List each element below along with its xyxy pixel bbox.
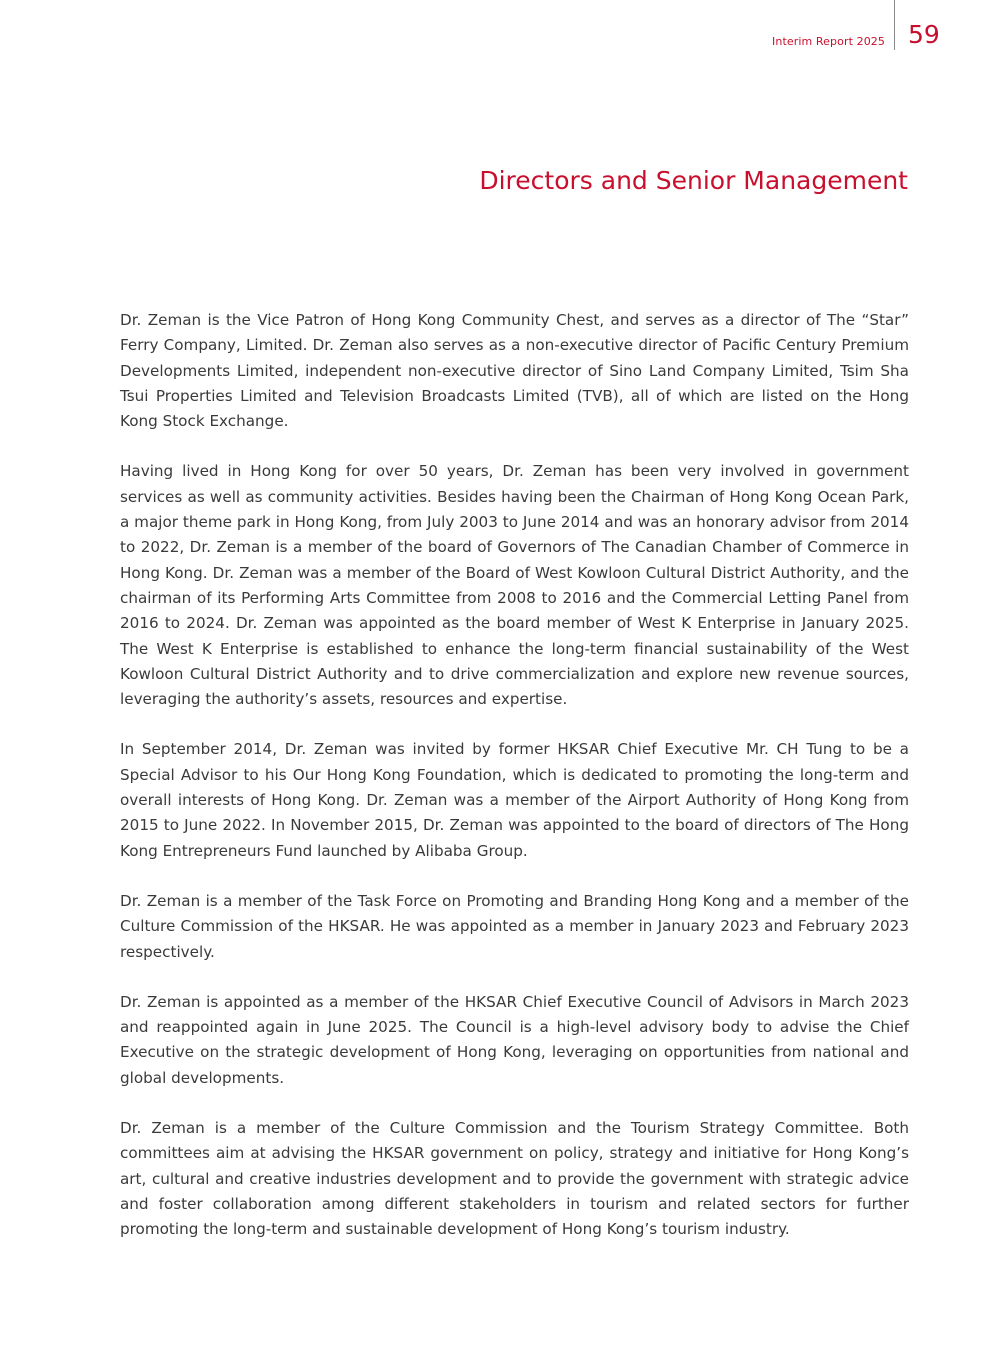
page-header	[0, 0, 1006, 60]
paragraph-community-roles: Dr. Zeman is the Vice Patron of Hong Kong Community Chest, and serves as a director of The “Star” Ferry Company, Limited. Dr. Zeman also serves as a non-executive director of Pacific Century Premium Developments Limited, independent non-executive director of Sino Land Company Limited, Tsim Sha Tsui Properties Limited and Television Broadcasts Limited (TVB), all of which are listed on the Hong Kong Stock Exchange.	[120, 311, 909, 431]
paragraph-public-service: Having lived in Hong Kong for over 50 years, Dr. Zeman has been very involved in government services as well as community activities. Besides having been the Chairman of Hong Kong Ocean Park, a major theme park in Hong Kong, from July 2003 to June 2014 and was an honorary advisor from 2014 to 2022, Dr. Zeman is a member of the board of Governors of The Canadian Chamber of Commerce in Hong Kong. Dr. Zeman was a member of the Board of West Kowloon Cultural District Authority, and the chairman of its Performing Arts Committee from 2008 to 2016 and the Commercial Letting Panel from 2016 to 2024. Dr. Zeman was appointed as the board member of West K Enterprise in January 2025. The West K Enterprise is established to enhance the long-term financial sustainability of the West Kowloon Cultural District Authority and to drive commercialization and explore new revenue sources, leveraging the authority’s assets, resources and expertise.	[120, 462, 909, 709]
paragraph-culture-tourism: Dr. Zeman is a member of the Culture Commission and the Tourism Strategy Committee. Both committees aim at advising the HKSAR government on policy, strategy and initiative for Hong Kong’s art, cultural and creative industries development and to provide the government with strategic advice and foster collaboration among different stakeholders in tourism and related sectors for further promoting the long-term and sustainable development of Hong Kong’s tourism industry.	[120, 1119, 909, 1239]
paragraph-advisory-roles: In September 2014, Dr. Zeman was invited by former HKSAR Chief Executive Mr. CH Tung to be a Special Advisor to his Our Hong Kong Foundation, which is dedicated to promoting the long-term and overall interests of Hong Kong. Dr. Zeman was a member of the Airport Authority of Hong Kong from 2015 to June 2022. In November 2015, Dr. Zeman was appointed to the board of directors of The Hong Kong Entrepreneurs Fund launched by Alibaba Group.	[120, 740, 909, 860]
header-divider	[894, 0, 895, 50]
section-title: Directors and Senior Management	[479, 166, 908, 195]
page-number: 59	[908, 20, 940, 49]
body-text	[120, 308, 909, 1268]
paragraph-council-of-advisors: Dr. Zeman is appointed as a member of the HKSAR Chief Executive Council of Advisors in March 2023 and reappointed again in June 2025. The Council is a high-level advisory body to advise the Chief Executive on the strategic development of Hong Kong, leveraging on opportunities from national and global developments.	[120, 992, 909, 1087]
paragraph-task-force: Dr. Zeman is a member of the Task Force on Promoting and Branding Hong Kong and a member of the Culture Commission of the HKSAR. He was appointed as a member in January 2023 and February 2023 respectively.	[120, 891, 909, 961]
report-name: Interim Report 2025	[772, 35, 885, 48]
